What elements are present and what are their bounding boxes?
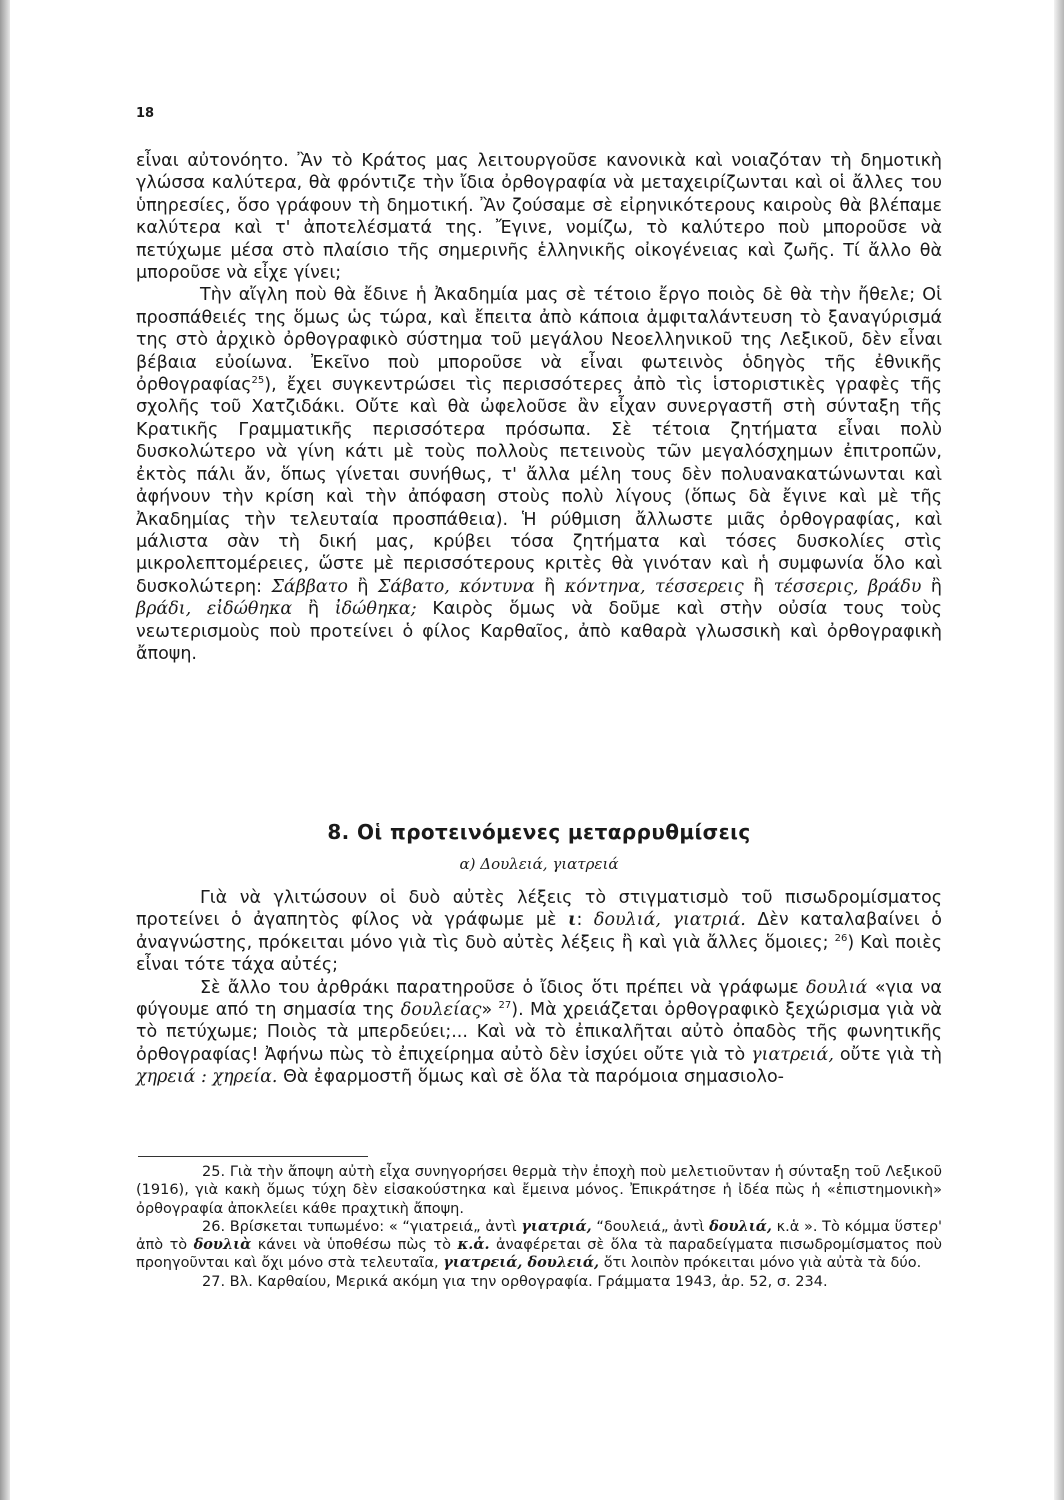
paragraph-4-text-d: Θὰ ἐφαρμοστῆ ὅμως καὶ σὲ ὅλα τὰ παρόμοια σημασιολο- <box>283 1067 784 1088</box>
footnote-ref-25: 25 <box>251 375 265 387</box>
footnote-26-word-4: κ.ἁ. <box>457 1236 490 1254</box>
paragraph-3-text-b: Δὲν καταλαβαίνει ὁ ἀναγνώστης, πρόκειται μόνο γιὰ τὶς δυὸ αὐτὲς λέξεις ἢ καὶ γιὰ ἄλλες ὅμοιες; <box>136 910 942 953</box>
example-word-4: τέσσερις, βράδυ <box>773 576 922 597</box>
section-heading: 8. Οἱ προτεινόμενες μεταρρυθμίσεις <box>327 820 751 844</box>
footnote-26-text-a: 26. Βρίσκεται τυπωμένο: « “γιατρειά„ ἀντὶ <box>202 1218 517 1235</box>
word-chireia: χηρειά : χηρεία. <box>136 1067 278 1088</box>
footnote-26-word-2: δουλιά, <box>709 1217 772 1235</box>
iota-letter: ι <box>567 910 577 931</box>
or-4: ἢ <box>930 576 942 597</box>
or-3: ἢ <box>753 576 765 597</box>
paragraph-4-text-b: ). Μὰ χρειάζεται ὀρθογραφικὸ ξεχώρισμα γιὰ νὰ τὸ πετύχωμε; Ποιὸς τὰ μπερδεύει;... Καὶ νὰ τὸ ἐπικαλῆται αὐτὸ ὀπαδὸς τῆς φωνητικῆς ὀρθογραφίας! Ἀφήνω πὼς τὸ ἐπιχείρημα αὐτὸ δὲν ἰσχύει οὔτε γιὰ τὸ <box>136 1000 942 1065</box>
paragraph-3-text-c: ) Καὶ ποιὲς εἶναι τότε τάχα αὐτές; <box>136 932 942 976</box>
footnote-26-text-d: κάνει νὰ ὑποθέσω πὼς τὸ <box>257 1237 452 1254</box>
quoted-text: «για να φύγουμε από τη σημασία της <box>136 977 942 1021</box>
footnote-26 <box>136 1218 942 1273</box>
proposed-spellings: δουλιά, γιατριά. <box>593 910 746 931</box>
paragraph-4-text-a: Σὲ ἄλλο του ἀρθράκι παρατηροῦσε ὁ ἴδιος ὅτι πρέπει νὰ γράφωμε <box>200 977 799 998</box>
footnote-26-word-1: γιατριά, <box>521 1217 592 1235</box>
word-giatreia: γιατρειά, <box>751 1044 834 1065</box>
paragraph-2-text-a: Τὴν αἴγλη ποὺ θὰ ἔδινε ἡ Ἀκαδημία μας σὲ τέτοιο ἔργο ποιὸς δὲ θὰ τὴν ἤθελε; Οἱ προσπάθειές της ὅμως ὡς τώρα, καὶ ἔπειτα ἀπὸ κάποια ἀμφιταλάντευση τὸ ξαναγύρισμά της στὸ ἀρχικὸ ὀρθογραφικὸ σύστημα τοῦ μεγάλου Νεοελληνικοῦ της Λεξικοῦ, δὲν εἶναι βέβαια εὐοίωνα. Ἐκεῖνο ποὺ μποροῦσε νὰ εἶναι φωτεινὸς ὁδηγὸς τῆς ἐθνικῆς ὀρθογραφίας <box>136 285 942 396</box>
footnote-26-text-e: ἀναφέρεται σὲ ὅλα τὰ παραδείγματα πισωδρομίσματος ποὺ προηγοῦνται καὶ ὄχι μόνο στὰ τελευταῖα, <box>136 1237 943 1272</box>
footnote-separator <box>138 1156 368 1157</box>
paragraph-2-text-b: ), ἔχει συγκεντρώσει τὶς περισσότερες ἀπὸ τὶς ἱστοριστικὲς γραφὲς τῆς σχολῆς τοῦ Χατζιδάκι. Οὔτε καὶ θὰ ὠφελοῦσε ἂν εἶχαν συνεργαστῆ στὴ σύνταξη τῆς Κρατικῆς Γραμματικῆς περισσότερα πρόσωπα. Σὲ τέτοια ζητήματα εἶναι πολὺ δυσκολώτερο νὰ γίνη κάτι μὲ τοὺς πολλοὺς πετεινοὺς τῶν μεγαλόσχημων ἐπιτροπῶν, ἐκτὸς πάλι ἄν, ὅπως γίνεται συνήθως, τ' ἄλλα μέλη τους δὲν πολυανακατώνωνται καὶ ἀφήνουν τὴν κρίση καὶ τὴν ἀπόφαση στοὺς πολὺ λίγους (ὅπως δὰ ἔγινε καὶ μὲ τῆς Ἀκαδημίας τὴν τελευταία προσπάθεια). Ἡ ρύθμιση ἄλλωστε μιᾶς ὀρθογραφίας, καὶ μάλιστα σὰν τὴ δική μας, κρύβει τόσα ζητήματα καὶ τόσες δυσκολίες στὶς μικρολεπτομέρειες, ὥστε μὲ περισσότερους κριτὲς θὰ γινόταν καὶ ἡ συμφωνία ὅλο καὶ δυσκολώτερη: <box>136 375 942 597</box>
page-number: 18 <box>136 106 155 121</box>
footnote-27: 27. Βλ. Καρθαίου, Μερικά ακόμη για την ορθογραφία. Γράμματα 1943, ἀρ. 52, σ. 234. <box>202 1273 828 1290</box>
example-word-1: Σάββατο <box>271 576 348 597</box>
example-word-3: κόντηνα, τέσσερεις <box>564 576 744 597</box>
quote-close: » <box>481 1000 493 1021</box>
footnotes <box>136 1163 942 1291</box>
scan-edge-left <box>0 0 10 1500</box>
scan-edge-right <box>1054 0 1064 1500</box>
or-5: ἢ <box>307 599 320 620</box>
footnote-26-word-3: δουλιὰ <box>193 1236 252 1254</box>
section-text-block <box>136 887 942 1089</box>
footnote-ref-26: 26 <box>834 932 848 944</box>
colon: : <box>576 910 583 931</box>
footnote-25: 25. Γιὰ τὴν ἄποψη αὐτὴ εἶχα συνηγορήσει θερμὰ τὴν ἐποχὴ ποὺ μελετιοῦνταν ἡ σύνταξη τοῦ Λεξικοῦ (1916), γιὰ κακὴ ὅμως τύχη δὲν εἰσακούστηκα καὶ ἔμεινα μόνος. Ἐπικράτησε ἡ ἰδέα πὼς ἡ «ἐπιστημονικὴ» ὀρθογραφία ἀποκλείει κάθε πραχτικὴ ἄποψη. <box>136 1164 942 1217</box>
footnote-26-text-b: “δουλειά„ ἀντὶ <box>596 1218 705 1235</box>
paragraph-4 <box>136 977 942 1089</box>
footnote-26-word-5: γιατρειά, δουλειά, <box>443 1254 600 1272</box>
or-1: ἢ <box>357 576 369 597</box>
footnote-ref-27: 27 <box>498 1000 512 1012</box>
example-word-2: Σάβατο, κόντυνα <box>377 576 535 597</box>
paragraph-1: εἶναι αὐτονόητο. Ἂν τὸ Κράτος μας λειτουργοῦσε κανονικὰ καὶ νοιαζόταν τὴ δημοτικὴ γλώσσα καλύτερα, θὰ φρόντιζε τὴν ἴδια ὀρθογραφία νὰ μεταχειρίζωνται καὶ οἱ ἄλλες του ὑπηρεσίες, ὅσο γράφουν τὴ δημοτική. Ἂν ζούσαμε σὲ εἰρηνικότερους καιροὺς θὰ βλέπαμε καλύτερα καὶ τ' ἀποτελέσματά της. Ἔγινε, νομίζω, τὸ καλύτερο ποὺ μποροῦσε νὰ πετύχωμε μέσα στὸ πλαίσιο τῆς σημερινῆς ἑλληνικῆς οἰκογένειας καὶ ζωῆς. Τί ἄλλο θὰ μποροῦσε νὰ εἶχε γίνει; <box>136 151 942 284</box>
paragraph-3-text-a: Γιὰ νὰ γλιτώσουν οἱ δυὸ αὐτὲς λέξεις τὸ στιγματισμὸ τοῦ πισωδρομίσματος προτείνει ὁ ἀγαπητὸς φίλος νὰ γράφωμε μὲ <box>136 888 942 931</box>
paragraph-3 <box>136 887 942 977</box>
footnote-26-text-c: κ.ἁ ». Τὸ κόμμα ὕστερ' ἀπὸ τὸ <box>136 1218 943 1254</box>
word-douleias: δουλείας <box>400 1000 482 1021</box>
top-text-block <box>136 150 942 665</box>
paragraph-4-text-c: οὔτε γιὰ τὴ <box>839 1044 942 1065</box>
footnote-26-text-f: ὅτι λοιπὸν πρόκειται μόνο γιὰ αὐτὰ τὰ δύο. <box>603 1255 922 1272</box>
word-doulia: δουλιά <box>806 977 868 998</box>
example-word-6: ἰδώθηκα; <box>334 599 417 620</box>
example-word-5: βράδι, εἰδώθηκα <box>136 599 293 620</box>
paragraph-2 <box>136 284 942 665</box>
or-2: ἢ <box>544 576 556 597</box>
paragraph-2-text-c: Καιρὸς ὅμως νὰ δοῦμε καὶ στὴν οὐσία τους τοὺς νεωτερισμοὺς ποὺ προτείνει ὁ φίλος Καρθαῖος, ἀπὸ καθαρὰ γλωσσικὴ καὶ ὀρθογραφικὴ ἄποψη. <box>136 599 942 664</box>
subsection-heading: α) Δουλειά, γιατρειά <box>459 855 619 873</box>
